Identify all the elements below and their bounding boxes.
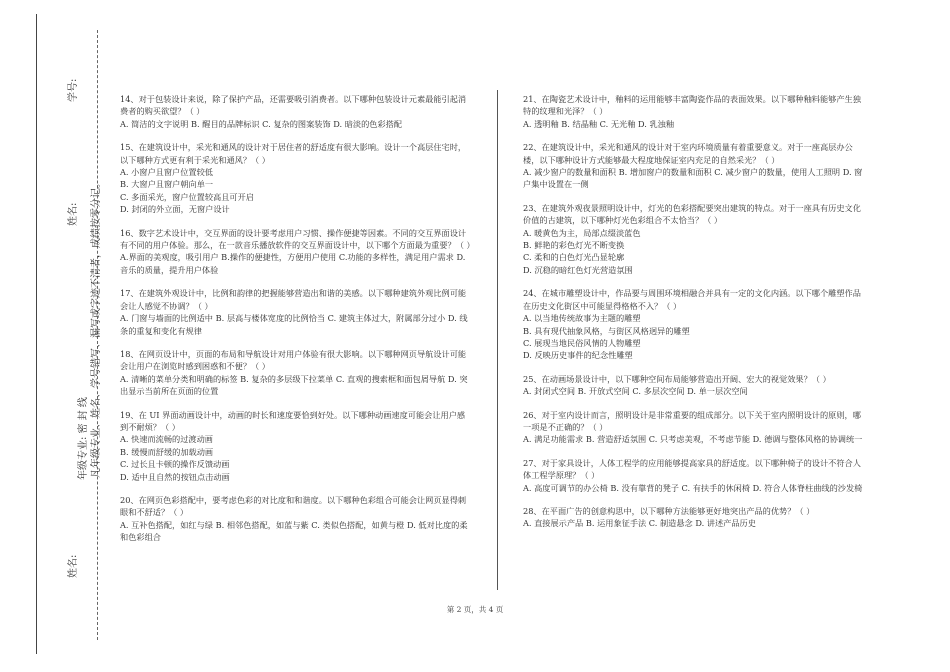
- question-q25: [523, 373, 868, 398]
- question-stem: 23、在建筑外观夜景照明设计中，灯光的色彩搭配要突出建筑的特点。对于一座具有历史文化价值的古建筑，以下哪种灯光色彩组合不太恰当？（ ）: [523, 202, 861, 226]
- question-q21: [523, 93, 868, 130]
- question-q19: [120, 409, 472, 483]
- question-option: C. 多面采光，窗户位置较高且可开启: [120, 191, 254, 202]
- question-option: A. 封闭式空间 B. 开放式空间 C. 多层次空间 D. 单一层次空间: [523, 386, 748, 397]
- question-option: A. 直接展示产品 B. 运用象征手法 C. 制造悬念 D. 讲述产品历史: [523, 518, 756, 529]
- question-stem: 17、在建筑外观设计中，比例和韵律的把握能够营造出和谐的美感。以下哪种建筑外观比例可能会让人感觉不协调？（ ）: [120, 288, 467, 311]
- question-stem: 18、在网页设计中，页面的布局和导航设计对用户体验有很大影响。以下哪种网页导航设计可能会让用户在浏览时感到困惑和不便？（ ）: [120, 348, 467, 372]
- question-option: A.界面的美观度，吸引用户 B.操作的便捷性，方便用户使用 C.功能的多样性，满足用户需求 D.音乐的质量，提升用户体验: [120, 252, 466, 275]
- question-stem: 19、在 UI 界面动画设计中，动画的时长和速度要恰到好处。以下哪种动画速度可能会让用户感到不耐烦？（ ）: [120, 409, 466, 432]
- question-option: A. 快速而流畅的过渡动画: [120, 434, 213, 445]
- question-stem: 26、对于室内设计而言，照明设计是非常重要的组成部分。以下关于室内照明设计的原则，哪一项是不正确的？（ ）: [523, 409, 861, 432]
- question-option: A. 暖黄色为主，局部点缀淡蓝色: [523, 227, 641, 238]
- question-q16: [120, 227, 475, 277]
- question-option: C. 柔和的白色灯光凸显轮廓: [523, 252, 625, 263]
- question-stem: 21、在陶瓷艺术设计中，釉料的运用能够丰富陶瓷作品的表面效果。以下哪种釉料能够产生独特的纹理和光泽？（ ）: [523, 94, 861, 117]
- question-q20: [120, 494, 472, 544]
- question-q28: [523, 505, 868, 530]
- question-q17: [120, 287, 472, 337]
- page-footer: 第 2 页，共 4 页: [446, 605, 504, 614]
- question-q18: [120, 348, 472, 398]
- question-q15: [120, 141, 472, 215]
- question-option: D. 沉稳的暗红色灯光营造氛围: [523, 264, 633, 275]
- question-stem: 25、在动画场景设计中，以下哪种空间布局能够营造出开阔、宏大的视觉效果？（ ）: [523, 373, 831, 384]
- question-option: A. 透明釉 B. 结晶釉 C. 无光釉 D. 乳浊釉: [523, 118, 675, 129]
- question-q23: [523, 202, 868, 276]
- question-q26: [523, 409, 868, 446]
- question-stem: 20、在网页色彩搭配中，要考虑色彩的对比度和和谐度。以下哪种色彩组合可能会让网页显得刺眼和不舒适？（ ）: [120, 494, 467, 518]
- question-option: A. 小窗户且窗户位置较低: [120, 167, 213, 178]
- name-label: 姓名:: [68, 202, 79, 226]
- question-option: A. 减少窗户的数量和面积 B. 增加窗户的数量和面积 C. 减少窗户的数量，使用人工照明 D. 窗户集中设置在一侧: [523, 167, 863, 190]
- question-stem: 14、对于包装设计来说，除了保护产品，还需要吸引消费者。以下哪种包装设计元素最能引起消费者的购买欲望？（ ）: [120, 94, 467, 117]
- grade-major-seal-line: 年级专业: 密 封 线: [78, 397, 89, 480]
- question-option: A. 门窗与墙面的比例适中 B. 层高与楼体宽度的比例恰当 C. 建筑主体过大，附属部分过小 D. 线条的重复和变化有规律: [120, 313, 468, 336]
- question-option: B. 鲜艳的彩色灯光不断变换: [523, 240, 625, 251]
- question-option: D. 反映历史事件的纪念性雕塑: [523, 350, 633, 361]
- school-label: 姓名:: [68, 554, 79, 578]
- question-stem: 28、在平面广告的创意构思中，以下哪种方法能够更好地突出产品的优势？（ ）: [523, 505, 815, 516]
- question-option: A. 简洁的文字说明 B. 醒目的品牌标识 C. 复杂的图案装饰 D. 暗淡的色彩搭配: [120, 118, 403, 129]
- question-q27: [523, 457, 868, 494]
- binding-instruction: 凡年级专业、姓名、学号错写、漏写或字迹不清者，成绩按零分记。: [91, 178, 102, 478]
- question-option: B. 缓慢而舒缓的加载动画: [120, 446, 214, 457]
- question-stem: 24、在城市雕塑设计中，作品要与周围环境相融合并具有一定的文化内涵。以下哪个雕塑作品在历史文化街区中可能显得格格不入？（ ）: [523, 288, 861, 311]
- question-stem: 22、在建筑设计中，采光和通风的设计对于室内环境质量有着重要意义。对于一座高层办公楼，以下哪种设计方式能够最大程度地保证室内充足的自然采光？（ ）: [523, 142, 853, 165]
- student-id-label: 学号:: [68, 78, 79, 102]
- question-option: D. 封闭的外立面，无窗户设计: [120, 204, 230, 215]
- question-option: A. 高度可调节的办公椅 B. 没有靠背的凳子 C. 有扶手的休闲椅 D. 符合人体脊柱曲线的沙发椅: [523, 482, 863, 493]
- binding-solid-line: [36, 14, 37, 654]
- question-stem: 16、数字艺术设计中，交互界面的设计要考虑用户习惯、操作便捷等因素。不同的交互界面设计有不同的用户体验。那么，在一款音乐播放软件的交互界面设计中，以下哪个方面最为重要？（ ）: [120, 227, 475, 251]
- column-divider: [497, 90, 498, 590]
- question-option: B. 具有现代抽象风格，与街区风格迥异的雕塑: [523, 325, 690, 336]
- right-column: [523, 93, 868, 541]
- question-option: D. 适中且自然的按钮点击动画: [120, 471, 230, 482]
- question-stem: 27、对于家具设计，人体工程学的应用能够提高家具的舒适度。以下哪种椅子的设计不符合人体工程学原理？（ ）: [523, 457, 861, 481]
- question-option: A. 清晰的菜单分类和明确的标签 B. 复杂的多层级下拉菜单 C. 直观的搜索框和面包屑导航 D. 突出显示当前所在页面的位置: [120, 373, 468, 397]
- question-option: C. 过长且卡顿的操作反馈动画: [120, 459, 230, 470]
- question-q22: [523, 141, 868, 191]
- question-q14: [120, 93, 472, 130]
- question-option: A. 互补色搭配，如红与绿 B. 相邻色搭配，如蓝与紫 C. 类似色搭配，如黄与橙 D. 低对比度的柔和色彩组合: [120, 519, 468, 543]
- question-q24: [523, 287, 868, 361]
- question-option: B. 大窗户且窗户朝向单一: [120, 179, 214, 190]
- question-stem: 15、在建筑设计中，采光和通风的设计对于居住者的舒适度有很大影响。设计一个高层住宅时，以下哪种方式更有利于采光和通风？（ ）: [120, 142, 467, 165]
- question-option: A. 满足功能需求 B. 营造舒适氛围 C. 只考虑美观，不考虑节能 D. 德调与整体风格的协调统一: [523, 434, 863, 445]
- left-column: [120, 93, 475, 555]
- binding-margin: [0, 0, 110, 672]
- question-option: A. 以当地传统故事为主题的雕塑: [523, 313, 641, 324]
- question-option: C. 展现当地民俗风情的人物雕塑: [523, 337, 641, 348]
